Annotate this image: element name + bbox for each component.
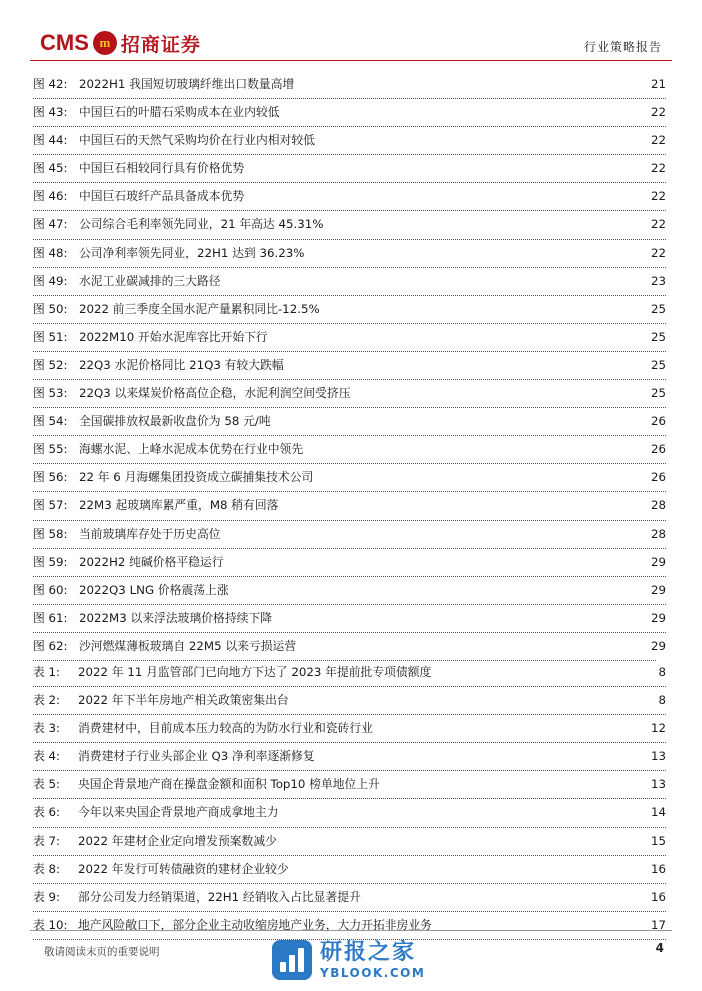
table-index-list (33, 659, 666, 940)
figure-entry[interactable] (33, 577, 666, 605)
entry-title: 今年以来央国企背景地产商成拿地主力 (78, 805, 279, 820)
entry-label: 图 47: (33, 217, 68, 232)
entry-page-number: 16 (649, 884, 666, 911)
entry-title: 部分公司发力经销渠道，22H1 经销收入占比显著提升 (78, 889, 361, 904)
entry-label: 图 50: (33, 301, 68, 316)
entry-title: 全国碳排放权最新收盘价为 58 元/吨 (79, 414, 271, 429)
watermark (272, 940, 425, 980)
figure-entry[interactable] (33, 71, 666, 99)
entry-title: 22M3 起玻璃库累严重，M8 稍有回落 (79, 498, 279, 513)
page-footer (0, 930, 702, 991)
entry-label: 图 49: (33, 273, 68, 288)
entry-label: 表 7: (33, 833, 61, 848)
entry-label: 图 42: (33, 77, 68, 91)
figure-entry[interactable] (33, 268, 666, 296)
entry-page-number: 29 (649, 605, 666, 632)
watermark-title: 研报之家 (320, 940, 417, 965)
entry-page-number: 29 (649, 549, 666, 576)
page-number: 4 (655, 941, 664, 955)
entry-title: 2022H1 我国短切玻璃纤维出口数量高增 (79, 77, 295, 91)
entry-label: 图 62: (33, 638, 68, 653)
entry-title: 2022 年发行可转债融资的建材企业较少 (78, 861, 289, 876)
entry-title: 地产风险敞口下，部分企业主动收缩房地产业务，大力开拓非房业务 (78, 917, 432, 932)
figure-entry[interactable] (33, 605, 666, 633)
entry-label: 图 45: (33, 161, 68, 176)
figure-index-list (33, 71, 666, 661)
entry-title: 公司净利率领先同业，22H1 达到 36.23% (79, 245, 305, 260)
entry-title: 2022H2 纯碱价格平稳运行 (79, 554, 224, 569)
entry-page-number: 29 (649, 577, 666, 604)
entry-title: 2022 前三季度全国水泥产量累积同比-12.5% (79, 301, 320, 316)
entry-title: 水泥工业碳减排的三大路径 (79, 273, 221, 288)
logo-cms-text: CMS (40, 30, 89, 55)
footer-disclaimer: 敬请阅读末页的重要说明 (44, 946, 160, 958)
entry-page-number: 14 (649, 799, 666, 826)
logo-chinese-name: 招商证券 (120, 33, 201, 56)
figure-entry[interactable] (33, 352, 666, 380)
entry-page-number: 25 (649, 296, 666, 323)
entry-label: 表 4: (33, 749, 61, 764)
entry-title: 2022M10 开始水泥库容比开始下行 (79, 329, 268, 344)
entry-page-number: 22 (649, 183, 666, 210)
entry-label: 图 59: (33, 554, 68, 569)
entry-label: 图 60: (33, 582, 68, 597)
entry-title: 海螺水泥、上峰水泥成本优势在行业中领先 (79, 442, 304, 457)
entry-label: 表 10: (33, 917, 68, 932)
figure-entry[interactable] (33, 183, 666, 211)
entry-page-number: 26 (649, 464, 666, 491)
entry-page-number: 26 (649, 436, 666, 463)
entry-page-number: 25 (649, 380, 666, 407)
table-entry[interactable] (33, 659, 666, 687)
entry-label: 表 6: (33, 805, 61, 820)
watermark-url: YBLOOK.COM (320, 966, 426, 980)
entry-page-number: 23 (649, 268, 666, 295)
company-logo (40, 28, 201, 58)
document-type-label: 行业策略报告 (583, 40, 662, 54)
figure-entry[interactable] (33, 380, 666, 408)
figure-entry[interactable] (33, 324, 666, 352)
entry-page-number: 15 (649, 828, 666, 855)
entry-label: 图 56: (33, 470, 68, 485)
entry-title: 中国巨石相较同行具有价格优势 (79, 161, 245, 176)
entry-label: 表 5: (33, 777, 61, 792)
entry-title: 2022 年 11 月监管部门已向地方下达了 2023 年提前批专项债额度 (78, 665, 432, 679)
entry-page-number: 12 (649, 715, 666, 742)
entry-title: 当前玻璃库存处于历史高位 (79, 526, 221, 541)
figure-entry[interactable] (33, 240, 666, 268)
entry-title: 中国巨石的天然气采购均价在行业内相对较低 (79, 133, 315, 148)
table-entry[interactable] (33, 828, 666, 856)
entry-title: 2022M3 以来浮法玻璃价格持续下降 (79, 610, 273, 625)
entry-page-number: 13 (649, 743, 666, 770)
entry-label: 表 1: (33, 665, 61, 679)
table-entry[interactable] (33, 884, 666, 912)
entry-page-number: 21 (649, 71, 666, 98)
entry-label: 图 53: (33, 386, 68, 401)
entry-label: 图 55: (33, 442, 68, 457)
entry-label: 表 3: (33, 721, 61, 736)
entry-label: 表 2: (33, 693, 61, 708)
entry-title: 公司综合毛利率领先同业，21 年高达 45.31% (79, 217, 324, 232)
entry-page-number: 16 (649, 856, 666, 883)
entry-page-number: 28 (649, 492, 666, 519)
footer-divider (30, 930, 672, 931)
entry-title: 2022Q3 LNG 价格震荡上涨 (79, 582, 229, 597)
entry-title: 消费建材中，目前成本压力较高的为防水行业和瓷砖行业 (78, 721, 373, 736)
entry-page-number: 17 (649, 912, 666, 939)
figure-entry[interactable] (33, 521, 666, 549)
figure-entry[interactable] (33, 211, 666, 239)
entry-page-number: 13 (649, 771, 666, 798)
header-divider (30, 60, 672, 61)
bar-chart-icon (272, 940, 312, 980)
logo-emblem-icon: m (93, 31, 117, 55)
entry-title: 22Q3 水泥价格同比 21Q3 有较大跌幅 (79, 357, 284, 372)
entry-label: 表 8: (33, 861, 61, 876)
entry-label: 图 57: (33, 498, 68, 513)
entry-label: 图 51: (33, 329, 68, 344)
entry-label: 图 43: (33, 105, 68, 120)
entry-title: 22 年 6 月海螺集团投资成立碳捕集技术公司 (79, 470, 314, 485)
entry-label: 图 54: (33, 414, 68, 429)
entry-page-number: 22 (649, 155, 666, 182)
entry-title: 央国企背景地产商在操盘金额和面积 Top10 榜单地位上升 (78, 777, 380, 792)
figure-entry[interactable] (33, 408, 666, 436)
entry-page-number: 22 (649, 127, 666, 154)
entry-title: 消费建材子行业头部企业 Q3 净利率逐渐修复 (78, 749, 315, 764)
page-header (0, 0, 702, 62)
figure-entry[interactable] (33, 127, 666, 155)
table-entry[interactable] (33, 715, 666, 743)
entry-page-number: 22 (649, 211, 666, 238)
table-entry[interactable] (33, 687, 666, 715)
table-entry[interactable] (33, 799, 666, 827)
entry-page-number: 8 (656, 659, 666, 686)
table-entry[interactable] (33, 856, 666, 884)
entry-page-number: 22 (649, 240, 666, 267)
figure-entry[interactable] (33, 492, 666, 520)
entry-page-number: 25 (649, 324, 666, 351)
figure-entry[interactable] (33, 296, 666, 324)
entry-page-number: 29 (649, 633, 666, 660)
entry-title: 22Q3 以来煤炭价格高位企稳，水泥利润空间受挤压 (79, 386, 351, 401)
entry-title: 2022 年建材企业定向增发预案数减少 (78, 833, 277, 848)
figure-entry[interactable] (33, 155, 666, 183)
entry-page-number: 26 (649, 408, 666, 435)
entry-label: 表 9: (33, 889, 61, 904)
entry-label: 图 61: (33, 610, 68, 625)
figure-entry[interactable] (33, 464, 666, 492)
entry-title: 2022 年下半年房地产相关政策密集出台 (78, 693, 289, 708)
entry-label: 图 44: (33, 133, 68, 148)
entry-page-number: 22 (649, 99, 666, 126)
entry-title: 沙河燃煤薄板玻璃自 22M5 以来亏损运营 (79, 638, 297, 653)
figure-entry[interactable] (33, 436, 666, 464)
entry-title: 中国巨石的叶腊石采购成本在业内较低 (79, 105, 280, 120)
entry-label: 图 48: (33, 245, 68, 260)
figure-entry[interactable] (33, 549, 666, 577)
table-entry[interactable] (33, 771, 666, 799)
entry-page-number: 28 (649, 521, 666, 548)
figure-entry[interactable] (33, 633, 666, 661)
entry-page-number: 25 (649, 352, 666, 379)
entry-label: 图 58: (33, 526, 68, 541)
entry-page-number: 8 (656, 687, 666, 714)
entry-label: 图 52: (33, 357, 68, 372)
table-entry[interactable] (33, 743, 666, 771)
figure-entry[interactable] (33, 99, 666, 127)
entry-title: 中国巨石玻纤产品具备成本优势 (79, 189, 245, 204)
entry-label: 图 46: (33, 189, 68, 204)
